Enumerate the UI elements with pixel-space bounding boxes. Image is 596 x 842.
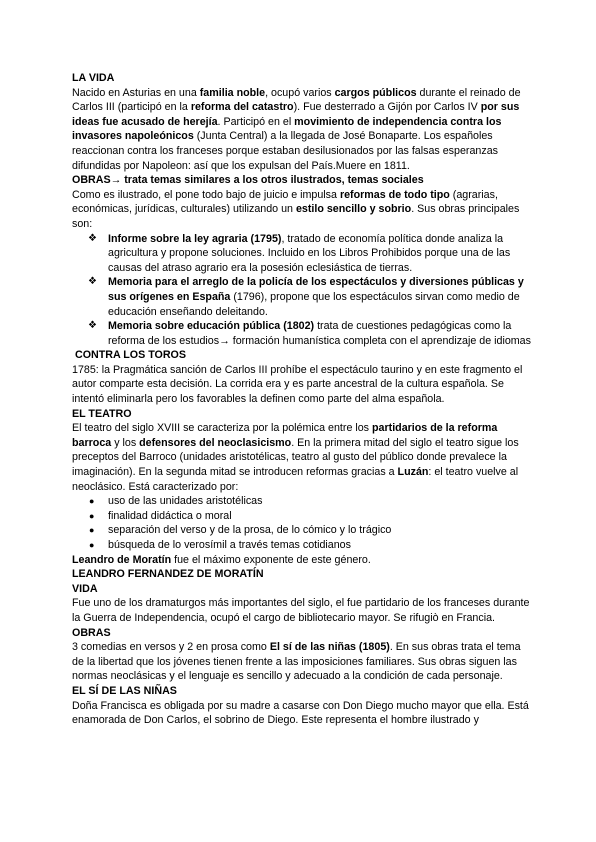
teatro-list [72,494,532,552]
paragraph-el-si-de-las-ninas [72,699,532,728]
bold-text: familia noble [199,86,266,99]
section-heading-la-vida: LA VIDA [72,72,115,84]
bold-text: Luzán [397,466,429,479]
text-run: (agrarias, económicas, jurídicas, culturales) utilizando un [72,188,498,216]
list-item [72,509,532,524]
diamond-bullet-icon: ❖ [88,276,97,288]
list-item [72,523,532,538]
text-run: Nacido en Asturias en una [72,86,200,99]
text-run: fue el máximo exponente de este género. [171,553,371,566]
bold-text: El sí de las niñas (1805) [269,641,390,654]
bold-text: reforma del catastro [190,101,294,114]
section-heading-contra-los-toros: CONTRA LOS TOROS [72,349,187,362]
text-run: Doña Francisca es obligada por su madre a casarse con Don Diego mucho mayor que ella. Está enamorada de Don Carlos, el sobrino de Diego. Este representa el hombre ilustrado y [72,699,529,727]
diamond-bullet-icon: ❖ [88,232,97,244]
bold-text: Memoria para el arreglo de la policía de los espectáculos y diversiones públicas y sus orígenes en España [108,276,524,303]
list-item-text [108,320,531,347]
list-item-text: separación del verso y de la prosa, de lo cómico y lo trágico [108,524,392,537]
list-item [72,494,532,509]
section-heading-moratin: LEANDRO FERNANDEZ DE MORATÍN [72,568,264,581]
text-run: : el teatro vuelve al neoclásico. Está caracterizado por: [72,466,519,493]
text-run: y los [111,436,140,449]
paragraph-contra-los-toros [72,363,532,407]
subheading-vida: VIDA [72,582,98,595]
text-run: , tratado de economía política donde analiza la agricultura y propone soluciones. Incluido en los Libros Prohibidos porque una de las causas del atraso agrario era la posesión eclesiástica de tierras. [108,232,511,274]
text-run: . En sus obras trata el tema de la libertad que los jóvenes tienen frente a las imposiciones familiares. Sus obras siguen las normas neoclásicas y el lenguaje es sencillo y adecuado a la condición de cada personaje. [72,641,521,683]
section-heading-obras: OBRAS→ trata temas similares a los otros ilustrados, temas sociales [72,174,424,187]
text-run: Fue uno de los dramaturgos más importantes del siglo, el fue partidario de los franceses durante la Guerra de Independencia, ocupó el cargo de bibliotecario mayor. Se rifugiò en Francia. [72,597,530,624]
diamond-bullet-icon: ❖ [88,320,97,332]
paragraph-obras-intro [72,188,532,232]
text-run: trata de cuestiones pedagógicas como la reforma de los estudios→ formación humanística completa con el aprendizaje de idiomas [108,320,531,347]
bold-text: por sus ideas fue acusado de herejía [72,101,520,128]
list-item-text: finalidad didáctica o moral [108,509,232,522]
list-item [72,538,532,553]
bold-text: defensores del neoclasicismo [139,436,292,449]
bold-text: estilo sencillo y sobrio [295,203,412,216]
list-item [72,232,532,276]
bold-text: movimiento de independencia contra los invasores napoleónicos [72,115,502,143]
text-run: 1785: la Pragmática sanción de Carlos III prohíbe el espectáculo taurino y en este fragmento el autor comparte esta decisión. La corrida era y es parte ancestral de la cultura española. Se intentó eliminarla pero los favorables la definen como parte del alma española. [72,363,523,406]
paragraph-la-vida [72,86,532,174]
document-body [72,71,532,728]
list-item-text [108,276,524,317]
bullet-icon: ● [89,496,95,507]
paragraph-teatro-moratin [72,553,532,568]
bold-text: Memoria sobre educación pública (1802) [108,320,315,333]
section-heading-el-teatro: EL TEATRO [72,407,132,420]
list-item-text: uso de las unidades aristotélicas [108,495,263,508]
text-run: . Sus obras principales son: [72,203,520,230]
text-run: El teatro del siglo XVIII se caracteriza por la polémica entre los [72,422,372,435]
text-run: ). Fue desterrado a Gijón por Carlos IV [293,101,481,114]
bold-text: Leandro de Moratín [72,553,172,566]
paragraph-moratin-obras [72,640,532,684]
text-run: (1796), propone que los espectáculos sirvan como medio de educación enseñando deleitando. [108,290,520,318]
bold-text: partidarios de la reforma barroca [72,422,498,449]
paragraph-el-teatro [72,421,532,494]
bullet-icon: ● [89,540,95,550]
text-run: . Participó en el [217,115,295,128]
list-item [72,319,532,348]
bold-text: Informe sobre la ley agraria (1795) [108,232,282,245]
bold-text: reformas de todo tipo [339,188,450,201]
list-item-text [108,233,510,274]
text-run: 3 comedias en versos y 2 en prosa como [72,641,270,654]
text-run: (Junta Central) a la llegada de José Bonaparte. Los españoles reaccionan contra los franceses porque estaban desilusionados por las falsas esperanzas difundidas por Napoleon: así que los expulsan del País.Muere en 1811. [72,130,498,172]
paragraph-moratin-vida [72,596,532,625]
obras-list [72,232,532,349]
text-run: . En la primera mitad del siglo el teatro sigue los preceptos del Barroco (unidades aristotélicas, teatro al gusto del público donde prevalece la imaginación). En la segunda mitad se introducen reformas gracias a [72,436,519,479]
list-item-text: búsqueda de lo verosímil a través temas cotidianos [108,539,351,551]
text-run: , ocupó varios [265,86,335,99]
list-item [72,275,532,319]
subheading-obras: OBRAS [72,626,111,639]
bold-text: cargos públicos [334,86,417,99]
bullet-icon: ● [89,525,95,536]
text-run: Como es ilustrado, el pone todo bajo de juicio e impulsa [72,188,340,201]
text-run: durante el reinado de Carlos III (participó en la [72,86,521,114]
bullet-icon: ● [89,510,95,521]
section-heading-el-si-de-las-ninas: EL SÍ DE LAS NIÑAS [72,684,177,697]
